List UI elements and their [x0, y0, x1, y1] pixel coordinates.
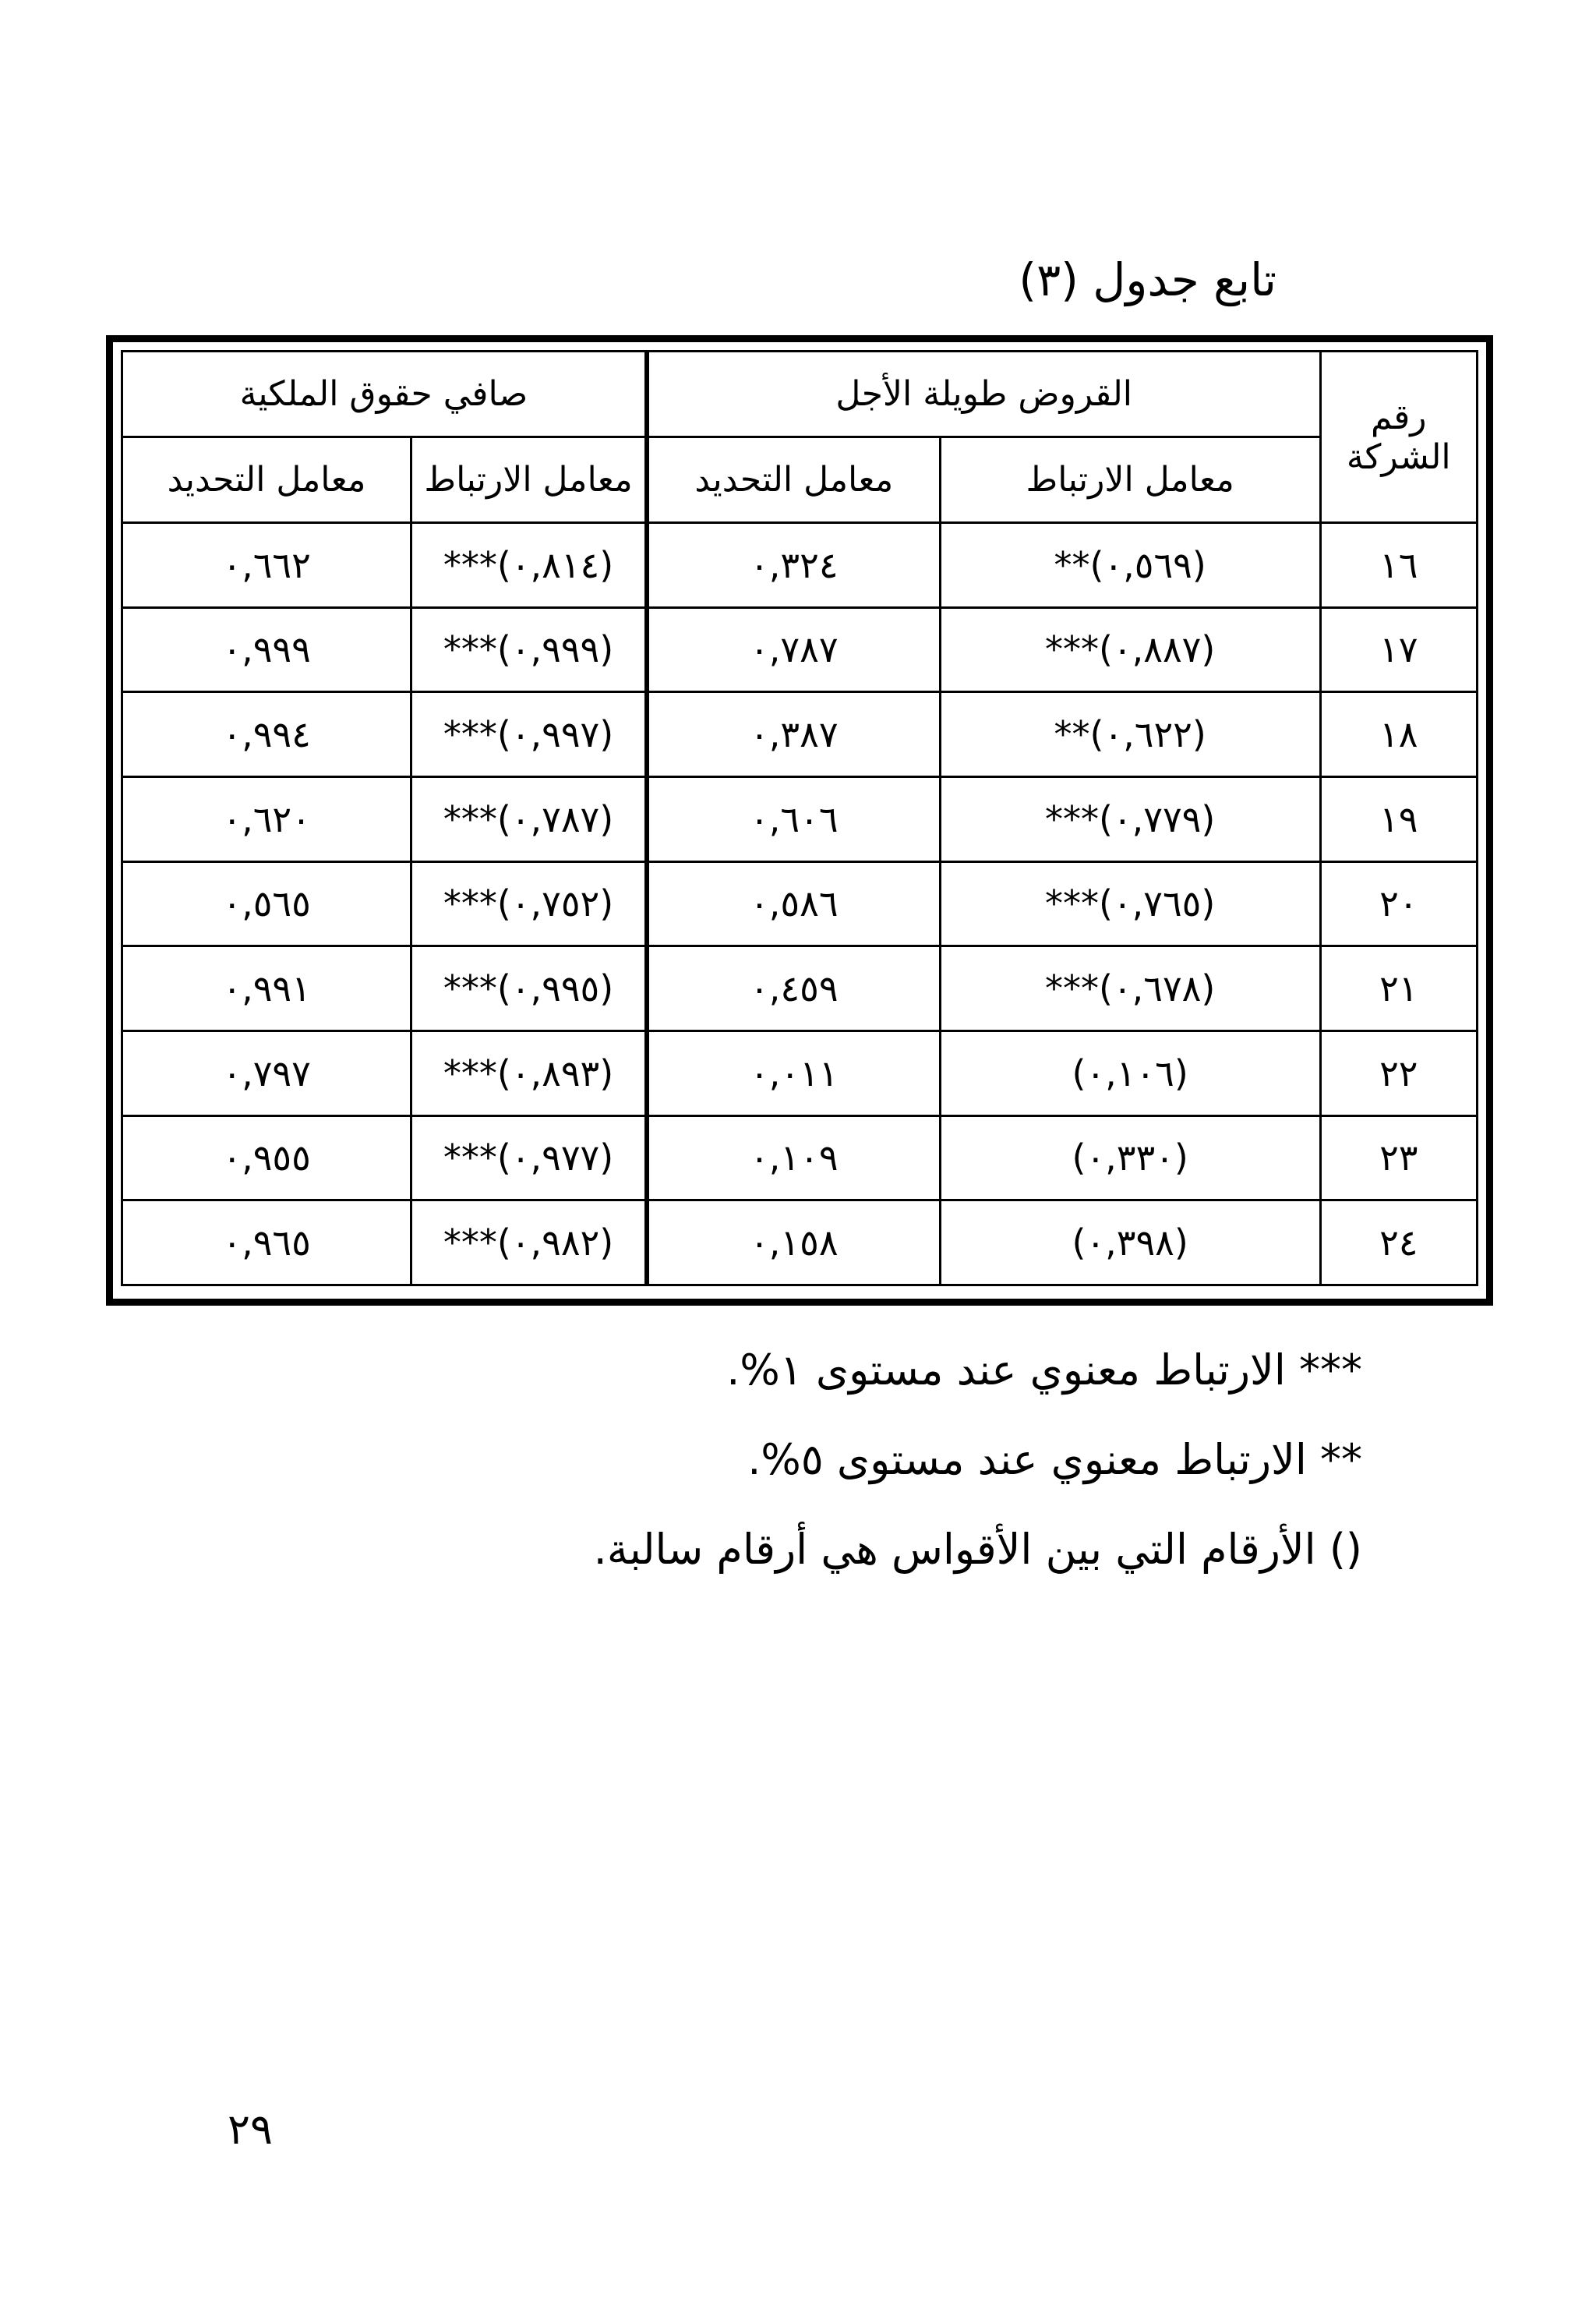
- table-notes: [594, 1325, 1362, 1594]
- page-number: ٢٩: [228, 2105, 274, 2154]
- cell-company-number: ٢٠: [1320, 861, 1477, 946]
- header-group-net-equity: صافي حقوق الملكية: [122, 352, 647, 437]
- cell-company-number: ٢٣: [1320, 1115, 1477, 1200]
- cell-company-number: ١٨: [1320, 692, 1477, 777]
- cell-equity-correlation: (٠,٩٩٥)***: [411, 946, 647, 1031]
- table-row: [122, 1115, 1478, 1200]
- cell-company-number: ٢٤: [1320, 1200, 1477, 1285]
- cell-loans-correlation: (٠,٣٣٠): [940, 1115, 1320, 1200]
- header-loans-determination: معامل التحديد: [647, 437, 940, 523]
- cell-equity-determination: ٠,٩٩٤: [122, 692, 411, 777]
- cell-equity-correlation: (٠,٩٧٧)***: [411, 1115, 647, 1200]
- note-significance-1pct: *** الارتباط معنوي عند مستوى ١%.: [726, 1345, 1362, 1395]
- cell-company-number: ١٦: [1320, 523, 1477, 608]
- header-company-number-line1: رقم: [1370, 397, 1427, 437]
- header-loans-correlation: معامل الارتباط: [940, 437, 1320, 523]
- cell-equity-determination: ٠,٩٩١: [122, 946, 411, 1031]
- cell-loans-correlation: (٠,٦٧٨)***: [940, 946, 1320, 1031]
- cell-loans-correlation: (٠,٦٢٢)**: [940, 692, 1320, 777]
- cell-equity-correlation: (٠,٩٩٧)***: [411, 692, 647, 777]
- cell-equity-correlation: (٠,٧٨٧)***: [411, 776, 647, 861]
- cell-loans-determination: ٠,٠١١: [647, 1031, 940, 1115]
- table-row: [122, 1200, 1478, 1285]
- note-negative-numbers: () الأرقام التي بين الأقواس هي أرقام سالبة.: [593, 1525, 1362, 1574]
- header-equity-determination: معامل التحديد: [122, 437, 411, 523]
- cell-equity-determination: ٠,٦٢٠: [122, 776, 411, 861]
- cell-company-number: ٢١: [1320, 946, 1477, 1031]
- table-caption: تابع جدول (٣): [1019, 253, 1276, 306]
- cell-loans-determination: ٠,٦٠٦: [647, 776, 940, 861]
- cell-equity-determination: ٠,٩٦٥: [122, 1200, 411, 1285]
- cell-equity-determination: ٠,٧٩٧: [122, 1031, 411, 1115]
- cell-loans-correlation: (٠,٧٧٩)***: [940, 776, 1320, 861]
- cell-loans-correlation: (٠,٧٦٥)***: [940, 861, 1320, 946]
- cell-loans-determination: ٠,٣٨٧: [647, 692, 940, 777]
- table-row: [122, 776, 1478, 861]
- table-row: [122, 523, 1478, 608]
- cell-equity-correlation: (٠,٩٨٢)***: [411, 1200, 647, 1285]
- cell-equity-determination: ٠,٩٩٩: [122, 607, 411, 692]
- cell-equity-determination: ٠,٥٦٥: [122, 861, 411, 946]
- cell-loans-determination: ٠,٤٥٩: [647, 946, 940, 1031]
- cell-equity-correlation: (٠,٨٩٣)***: [411, 1031, 647, 1115]
- cell-loans-determination: ٠,٣٢٤: [647, 523, 940, 608]
- table-row: [122, 861, 1478, 946]
- cell-loans-correlation: (٠,١٠٦): [940, 1031, 1320, 1115]
- cell-company-number: ١٩: [1320, 776, 1477, 861]
- cell-loans-correlation: (٠,٣٩٨): [940, 1200, 1320, 1285]
- table-frame: [106, 335, 1493, 1306]
- table-row: [122, 946, 1478, 1031]
- cell-company-number: ٢٢: [1320, 1031, 1477, 1115]
- cell-loans-determination: ٠,١٠٩: [647, 1115, 940, 1200]
- table-row: [122, 692, 1478, 777]
- header-group-long-term-loans: القروض طويلة الأجل: [647, 352, 1320, 437]
- cell-equity-determination: ٠,٩٥٥: [122, 1115, 411, 1200]
- header-company-number: [1320, 352, 1477, 523]
- correlation-table: [121, 350, 1478, 1286]
- table-body: [122, 523, 1478, 1285]
- cell-loans-correlation: (٠,٥٦٩)**: [940, 523, 1320, 608]
- table-inner: [121, 350, 1478, 1286]
- cell-loans-determination: ٠,١٥٨: [647, 1200, 940, 1285]
- header-company-number-line2: الشركة: [1346, 437, 1451, 477]
- table-row: [122, 1031, 1478, 1115]
- table-row: [122, 607, 1478, 692]
- cell-loans-determination: ٠,٥٨٦: [647, 861, 940, 946]
- cell-equity-correlation: (٠,٩٩٩)***: [411, 607, 647, 692]
- cell-loans-determination: ٠,٧٨٧: [647, 607, 940, 692]
- note-significance-5pct: ** الارتباط معنوي عند مستوى ٥%.: [747, 1435, 1362, 1484]
- cell-company-number: ١٧: [1320, 607, 1477, 692]
- cell-equity-determination: ٠,٦٦٢: [122, 523, 411, 608]
- header-equity-correlation: معامل الارتباط: [411, 437, 647, 523]
- cell-equity-correlation: (٠,٧٥٢)***: [411, 861, 647, 946]
- cell-equity-correlation: (٠,٨١٤)***: [411, 523, 647, 608]
- cell-loans-correlation: (٠,٨٨٧)***: [940, 607, 1320, 692]
